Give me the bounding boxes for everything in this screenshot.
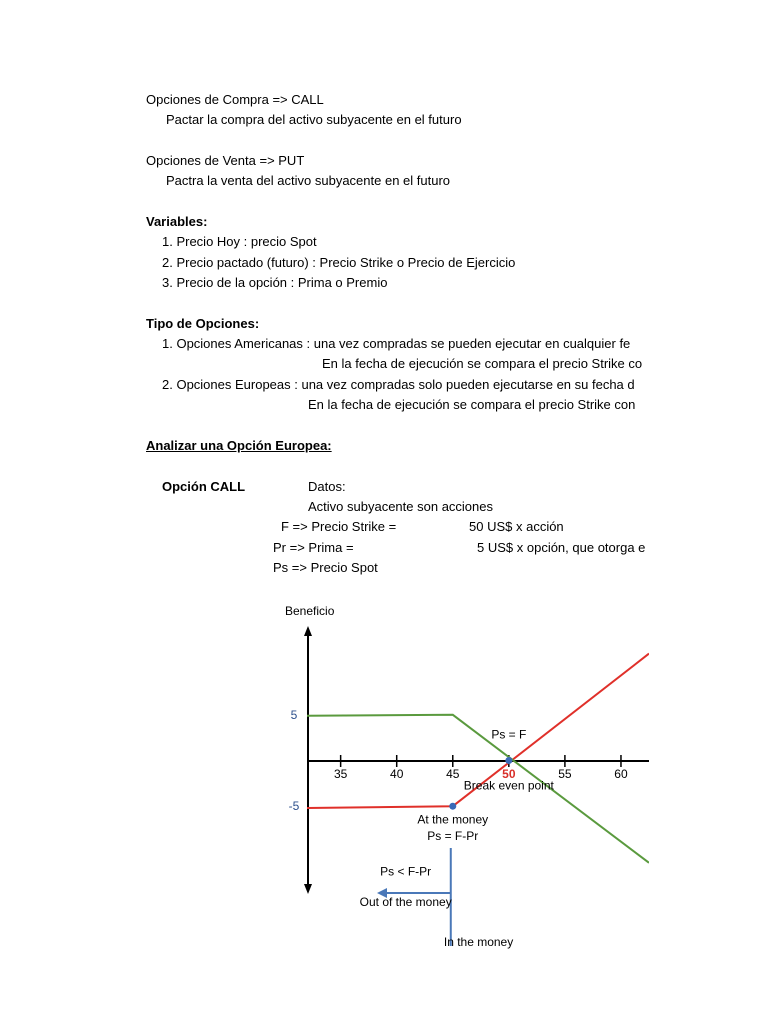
tipo-item-detail: En la fecha de ejecución se compara el precio Strike co (322, 356, 643, 371)
prima-label: Pr => Prima = (273, 540, 354, 555)
variable-item: 3. Precio de la opción : Prima o Premio (162, 275, 388, 290)
chart-annotation: Out of the money (359, 894, 452, 909)
variable-item: 1. Precio Hoy : precio Spot (162, 234, 317, 249)
analizar-heading: Analizar una Opción Europea: (146, 438, 332, 453)
x-tick-label: 45 (446, 767, 460, 781)
y-axis-arrow-down (304, 884, 312, 894)
call-description: Pactar la compra del activo subyacente en el futuro (166, 112, 462, 127)
chart-annotation: In the money (443, 935, 514, 949)
call-heading: Opciones de Compra => CALL (146, 92, 324, 107)
prima-value: 5 US$ x opción, que otorga e (477, 540, 646, 555)
chart-annotation: Break even point (463, 778, 554, 793)
tipo-item: 2. Opciones Europeas : una vez compradas solo pueden ejecutarse en su fecha d (162, 377, 635, 392)
datos-label: Datos: (308, 479, 346, 494)
data-point (505, 757, 512, 764)
variables-heading: Variables: (146, 214, 208, 229)
chart-annotation: Ps < F-Pr (380, 864, 432, 879)
chart-annotation: At the money (417, 812, 489, 827)
y-tick-label: 5 (290, 707, 298, 722)
chart-annotation: Ps = F (491, 727, 527, 742)
y-axis-label: Beneficio (285, 604, 335, 618)
strike-label: F => Precio Strike = (281, 519, 397, 534)
put-description: Pactra la venta del activo subyacente en el futuro (166, 173, 451, 188)
activo-line: Activo subyacente son acciones (308, 499, 493, 514)
variable-item: 2. Precio pactado (futuro) : Precio Strike o Precio de Ejercicio (162, 255, 516, 270)
put-heading: Opciones de Venta => PUT (146, 153, 305, 168)
x-tick-label: 35 (333, 767, 348, 781)
y-axis-arrow-up (304, 626, 312, 636)
tipo-item-detail: En la fecha de ejecución se compara el precio Strike con (308, 397, 636, 412)
tipo-item: 1. Opciones Americanas : una vez compradas se pueden ejecutar en cualquier fe (162, 336, 631, 351)
x-tick-label: 60 (614, 767, 628, 781)
tipos-heading: Tipo de Opciones: (146, 316, 260, 331)
strike-value: 50 US$ x acción (469, 519, 564, 534)
spot-label: Ps => Precio Spot (273, 560, 378, 575)
chart-annotation: Ps = F-Pr (427, 829, 479, 843)
x-tick-label: 55 (558, 767, 572, 781)
y-tick-label: -5 (288, 799, 300, 814)
x-tick-label: 50 (502, 767, 516, 781)
x-tick-label: 40 (390, 767, 404, 781)
data-point (449, 803, 456, 810)
opcion-call-label: Opción CALL (162, 479, 246, 494)
